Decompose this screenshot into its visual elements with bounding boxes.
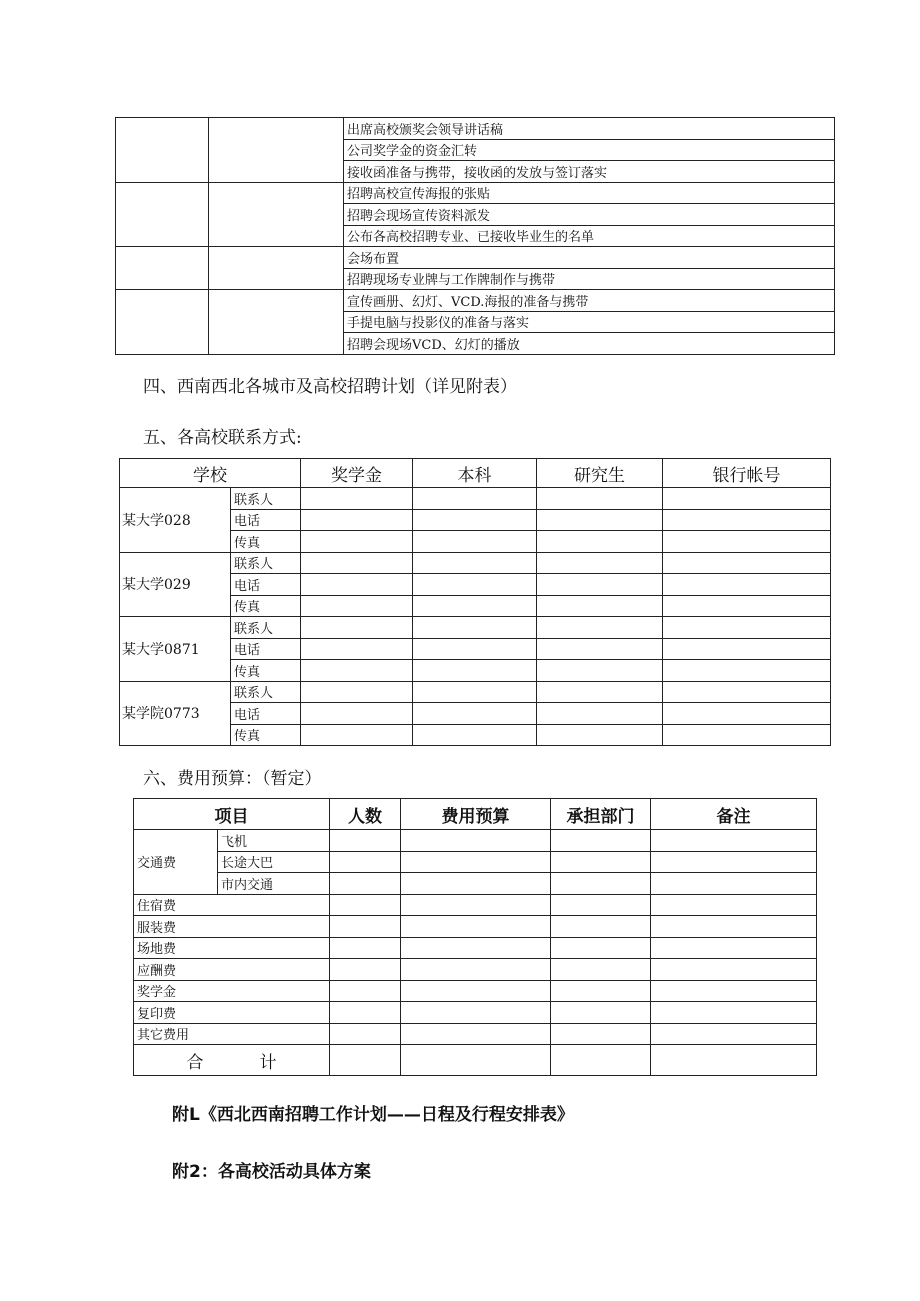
table-cell <box>330 894 401 916</box>
table-cell <box>663 574 831 596</box>
table-cell <box>301 681 413 703</box>
table-cell <box>330 851 401 873</box>
table-cell <box>413 703 537 725</box>
contact-field-label: 电话 <box>231 638 301 660</box>
total-label <box>134 1045 330 1076</box>
table-cell <box>663 509 831 531</box>
header-undergrad: 本科 <box>413 459 537 488</box>
table-cell <box>651 980 817 1002</box>
tasks-cell-a <box>116 182 209 247</box>
appendix-1: 附L《西北西南招聘工作计划——日程及行程安排表》 <box>172 1105 574 1125</box>
table-cell <box>401 851 551 873</box>
table-cell <box>537 681 663 703</box>
table-cell <box>663 638 831 660</box>
transport-subitem: 市内交通 <box>218 873 330 895</box>
table-row <box>134 916 817 938</box>
task-item: 接收函准备与携带，接收函的发放与签订落实 <box>344 161 835 183</box>
school-name: 某学院0773 <box>120 681 231 746</box>
budget-item: 场地费 <box>134 937 330 959</box>
table-header-row <box>120 459 831 488</box>
table-cell <box>651 851 817 873</box>
table-cell <box>537 638 663 660</box>
tasks-cell-a <box>116 247 209 290</box>
table-cell <box>651 873 817 895</box>
table-row <box>116 118 835 140</box>
table-cell <box>301 660 413 682</box>
table-row <box>134 830 817 852</box>
table-cell <box>537 724 663 746</box>
table-cell <box>551 1045 651 1076</box>
transport-subitem: 长途大巴 <box>218 851 330 873</box>
table-cell <box>330 1002 401 1024</box>
contact-field-label: 传真 <box>231 724 301 746</box>
table-cell <box>330 1045 401 1076</box>
task-item: 宣传画册、幻灯、VCD.海报的准备与携带 <box>344 290 835 312</box>
table-cell <box>663 488 831 510</box>
contact-field-label: 传真 <box>231 595 301 617</box>
section-5-heading: 五、各高校联系方式: <box>143 428 302 448</box>
task-item: 招聘高校宣传海报的张贴 <box>344 182 835 204</box>
table-cell <box>651 830 817 852</box>
table-cell <box>301 724 413 746</box>
total-char: 合 <box>186 1052 204 1073</box>
table-row <box>120 681 831 703</box>
table-row <box>134 873 817 895</box>
section-6-heading: 六、费用预算：（暂定） <box>143 769 322 789</box>
table-cell <box>537 703 663 725</box>
table-row <box>120 488 831 510</box>
budget-table <box>133 798 817 1076</box>
budget-item: 其它费用 <box>134 1023 330 1045</box>
table-cell <box>330 959 401 981</box>
table-row <box>116 247 835 269</box>
task-item: 出席高校颁奖会领导讲话稿 <box>344 118 835 140</box>
table-cell <box>551 1002 651 1024</box>
tasks-cell-b <box>209 118 344 183</box>
table-cell <box>330 980 401 1002</box>
tasks-cell-a <box>116 290 209 355</box>
table-cell <box>651 1002 817 1024</box>
contact-field-label: 电话 <box>231 509 301 531</box>
budget-item: 住宿费 <box>134 894 330 916</box>
task-item: 招聘会现场宣传资料派发 <box>344 204 835 226</box>
transport-subitem: 飞机 <box>218 830 330 852</box>
transport-label: 交通费 <box>134 830 218 895</box>
table-cell <box>551 851 651 873</box>
school-name: 某大学0871 <box>120 617 231 682</box>
header-budget: 费用预算 <box>401 799 551 830</box>
task-item: 公司奖学金的资金汇转 <box>344 139 835 161</box>
header-remarks: 备注 <box>651 799 817 830</box>
table-cell <box>663 552 831 574</box>
table-cell <box>537 552 663 574</box>
school-name: 某大学028 <box>120 488 231 553</box>
table-cell <box>651 959 817 981</box>
header-item: 项目 <box>134 799 330 830</box>
table-cell <box>651 937 817 959</box>
table-cell <box>651 1045 817 1076</box>
tasks-cell-b <box>209 247 344 290</box>
table-cell <box>401 894 551 916</box>
table-cell <box>537 595 663 617</box>
table-cell <box>537 617 663 639</box>
contact-field-label: 联系人 <box>231 681 301 703</box>
contact-field-label: 电话 <box>231 703 301 725</box>
budget-item: 服装费 <box>134 916 330 938</box>
header-department: 承担部门 <box>551 799 651 830</box>
table-cell <box>401 937 551 959</box>
table-row <box>134 851 817 873</box>
table-cell <box>301 595 413 617</box>
table-cell <box>301 509 413 531</box>
table-cell <box>651 916 817 938</box>
table-cell <box>330 916 401 938</box>
table-row <box>116 182 835 204</box>
table-cell <box>413 724 537 746</box>
table-cell <box>413 574 537 596</box>
table-cell <box>551 830 651 852</box>
table-cell <box>413 509 537 531</box>
contact-field-label: 联系人 <box>231 488 301 510</box>
table-cell <box>413 617 537 639</box>
contact-field-label: 传真 <box>231 660 301 682</box>
contact-field-label: 传真 <box>231 531 301 553</box>
tasks-cell-b <box>209 290 344 355</box>
table-cell <box>663 531 831 553</box>
table-cell <box>401 959 551 981</box>
budget-item: 复印费 <box>134 1002 330 1024</box>
table-row <box>134 937 817 959</box>
tasks-table <box>115 117 835 355</box>
table-cell <box>413 638 537 660</box>
table-cell <box>413 531 537 553</box>
header-scholarship: 奖学金 <box>301 459 413 488</box>
table-cell <box>551 916 651 938</box>
table-cell <box>537 531 663 553</box>
contact-field-label: 电话 <box>231 574 301 596</box>
table-cell <box>401 1002 551 1024</box>
table-cell <box>551 959 651 981</box>
budget-item: 应酬费 <box>134 959 330 981</box>
table-cell <box>301 617 413 639</box>
header-school: 学校 <box>120 459 301 488</box>
table-cell <box>663 681 831 703</box>
header-graduate: 研究生 <box>537 459 663 488</box>
table-cell <box>537 574 663 596</box>
table-cell <box>330 873 401 895</box>
school-name: 某大学029 <box>120 552 231 617</box>
table-cell <box>663 703 831 725</box>
header-headcount: 人数 <box>330 799 401 830</box>
table-cell <box>413 488 537 510</box>
task-item: 公布各高校招聘专业、已接收毕业生的名单 <box>344 225 835 247</box>
appendix-2: 附2：各高校活动具体方案 <box>172 1162 371 1182</box>
task-item: 招聘现场专业牌与工作牌制作与携带 <box>344 268 835 290</box>
tasks-cell-a <box>116 118 209 183</box>
table-cell <box>551 873 651 895</box>
table-cell <box>330 1023 401 1045</box>
tasks-cell-b <box>209 182 344 247</box>
table-cell <box>401 980 551 1002</box>
table-cell <box>401 873 551 895</box>
table-cell <box>413 595 537 617</box>
table-row <box>116 290 835 312</box>
task-item: 招聘会现场VCD、幻灯的播放 <box>344 333 835 355</box>
table-cell <box>551 980 651 1002</box>
table-cell <box>551 894 651 916</box>
table-cell <box>301 552 413 574</box>
table-cell <box>301 531 413 553</box>
table-row <box>120 552 831 574</box>
table-cell <box>401 1023 551 1045</box>
total-row <box>134 1045 817 1076</box>
table-cell <box>413 660 537 682</box>
section-4-heading: 四、西南西北各城市及高校招聘计划（详见附表） <box>143 377 517 397</box>
table-row <box>134 1002 817 1024</box>
table-cell <box>401 916 551 938</box>
table-cell <box>537 509 663 531</box>
table-row <box>134 959 817 981</box>
budget-item: 奖学金 <box>134 980 330 1002</box>
table-row <box>134 980 817 1002</box>
table-cell <box>651 1023 817 1045</box>
table-cell <box>301 703 413 725</box>
table-cell <box>413 552 537 574</box>
table-cell <box>301 574 413 596</box>
table-cell <box>663 660 831 682</box>
table-cell <box>651 894 817 916</box>
table-cell <box>301 488 413 510</box>
table-cell <box>401 1045 551 1076</box>
table-cell <box>663 617 831 639</box>
table-cell <box>330 937 401 959</box>
table-row <box>134 894 817 916</box>
task-item: 会场布置 <box>344 247 835 269</box>
table-cell <box>537 660 663 682</box>
table-cell <box>551 1023 651 1045</box>
table-cell <box>413 681 537 703</box>
contacts-table <box>119 458 831 746</box>
contact-field-label: 联系人 <box>231 552 301 574</box>
table-cell <box>663 595 831 617</box>
table-cell <box>537 488 663 510</box>
table-cell <box>330 830 401 852</box>
table-cell <box>401 830 551 852</box>
table-cell <box>663 724 831 746</box>
contact-field-label: 联系人 <box>231 617 301 639</box>
table-cell <box>551 937 651 959</box>
table-row <box>120 617 831 639</box>
total-char: 计 <box>259 1052 277 1073</box>
header-bank-account: 银行帐号 <box>663 459 831 488</box>
table-header-row <box>134 799 817 830</box>
task-item: 手提电脑与投影仪的准备与落实 <box>344 311 835 333</box>
table-row <box>134 1023 817 1045</box>
table-cell <box>301 638 413 660</box>
